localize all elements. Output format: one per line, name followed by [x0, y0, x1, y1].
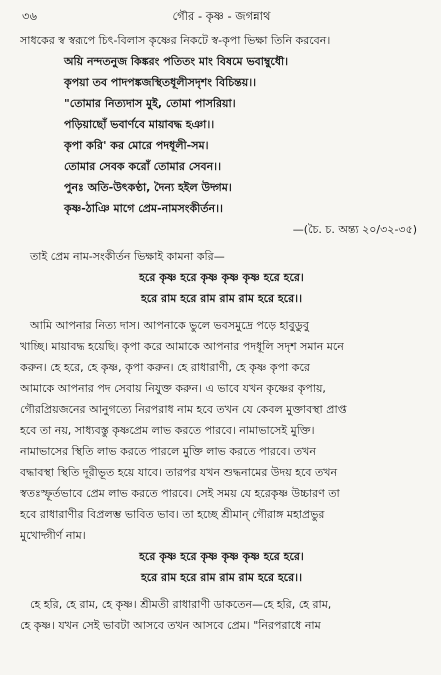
page-header [20, 8, 423, 30]
paragraph-line: হবে তা নয়, সাধ্যবস্তু কৃষ্ণপ্রেম লাভ করতে পারবে। নামাভাসেই মুক্তি। [20, 424, 315, 437]
paragraph-line: বদ্ধাবস্থা স্থিতি দূরীভূত হয়ে যাবে। তারপর যখন শুদ্ধনামের উদয় হবে তখন [20, 466, 338, 479]
paragraph-line: গৌরপ্রিয়জনের আনুগত্যে নিরপরাধ নাম হবে তখন যে কেবল মুক্তাবস্থা প্রাপ্ত [20, 403, 347, 416]
prayer-intro: তাই প্রেম নাম-সংকীর্তন ভিক্ষাই কামনা করি— [30, 250, 225, 263]
verse-line: পুনঃ অতি-উৎকণ্ঠা, দৈন্য হইল উদ্গম। [64, 181, 232, 194]
mantra-line: হরে কৃষ্ণ হরে কৃষ্ণ কৃষ্ণ কৃষ্ণ হরে হরে। [139, 550, 304, 563]
running-title: গৌর - কৃষ্ণ - জগন্নাথ [172, 9, 271, 23]
paragraph-line: নামাভাসের স্থিতি লাভ করতে পারলে মুক্তি লাভ করতে পারবে। তখন [20, 445, 316, 458]
verse-line: তোমার সেবক করোঁ তোমার সেবন।। [64, 160, 222, 173]
mantra-line: হরে রাম হরে রাম রাম রাম হরে হরে।। [140, 292, 303, 305]
page-number: ৩৬ [22, 9, 37, 23]
verse-line: "তোমার নিত্যদাস মুই, তোমা পাসরিয়া। [64, 97, 236, 110]
main-paragraph [20, 315, 423, 546]
paragraph-line: আমাকে আপনার পদ সেবায় নিযুক্ত করুন। এ ভাবে যখন কৃষ্ণের কৃপায়, [20, 382, 326, 395]
paragraph-line: আমি আপনার নিত্য দাস। আপনাকে ভুলে ভবসমুদ্রে পড়ে হাবুডুবু [30, 319, 309, 332]
verse-line: কৃপা করি' কর মোরে পদধূলী-সম। [64, 139, 209, 152]
paragraph-line: মুখোদ্গীর্ণ নাম। [20, 529, 86, 542]
verse-line: পড়িয়াছোঁ ভবার্ণবে মায়াবদ্ধ হঞা।। [64, 118, 215, 131]
closing-line: হে হরি, হে রাম, হে কৃষ্ণ। শ্রীমতী রাধারাণী ডাকতেন—হে হরি, হে রাম, [30, 598, 332, 611]
verse-citation: —(চৈ. চ. অন্ত্য ২০/৩২-৩৫) [292, 223, 417, 236]
intro-line: সাধকের স্ব স্বরূপে চিৎ-বিলাস কৃষ্ণের নিকটে স্ব-কৃপা ভিক্ষা তিনি করবেন। [20, 34, 331, 47]
verse-line: অয়ি নন্দতনুজ কিঙ্করং পতিতং মাং বিষমে ভবাম্বুধৌ। [64, 55, 289, 68]
paragraph-line: খাচ্ছি। মায়াবদ্ধ হয়েছি। কৃপা করে আমাকে আপনার পদধূলি সদৃশ সমান মনে [20, 340, 344, 353]
verse-line: কৃপয়া তব পাদপঙ্কজস্থিতধূলীসদৃশং বিচিন্তয়।। [64, 76, 257, 89]
paragraph-line: করুন। হে হরে, হে কৃষ্ণ, কৃপা করুন। হে রাধারাণী, হে কৃষ্ণ কৃপা করে [20, 361, 310, 374]
paragraph-line: হবে রাধারাণীর বিপ্রলম্ভ ভাবিত ভাব। তা হচ্ছে শ্রীমান্ গৌরাঙ্গ মহাপ্রভুর [20, 508, 325, 521]
verse-line: কৃষ্ণ-ঠাঞি মাগে প্রেম-নামসংকীর্তন।। [64, 202, 223, 215]
mantra-line: হরে কৃষ্ণ হরে কৃষ্ণ কৃষ্ণ কৃষ্ণ হরে হরে। [139, 271, 304, 284]
closing-line: হে কৃষ্ণ। যখন সেই ভাবটা আসবে তখন আসবে প্রেম। "নিরপরাধে নাম [20, 619, 321, 632]
mantra-line: হরে রাম হরে রাম রাম রাম হরে হরে।। [140, 571, 303, 584]
verse-block [20, 51, 423, 240]
paragraph-line: স্বতঃস্ফূর্তভাবে প্রেম লাভ করতে পারবে। সেই সময় যে হরেকৃষ্ণ উচ্চারণ তা [20, 487, 340, 500]
